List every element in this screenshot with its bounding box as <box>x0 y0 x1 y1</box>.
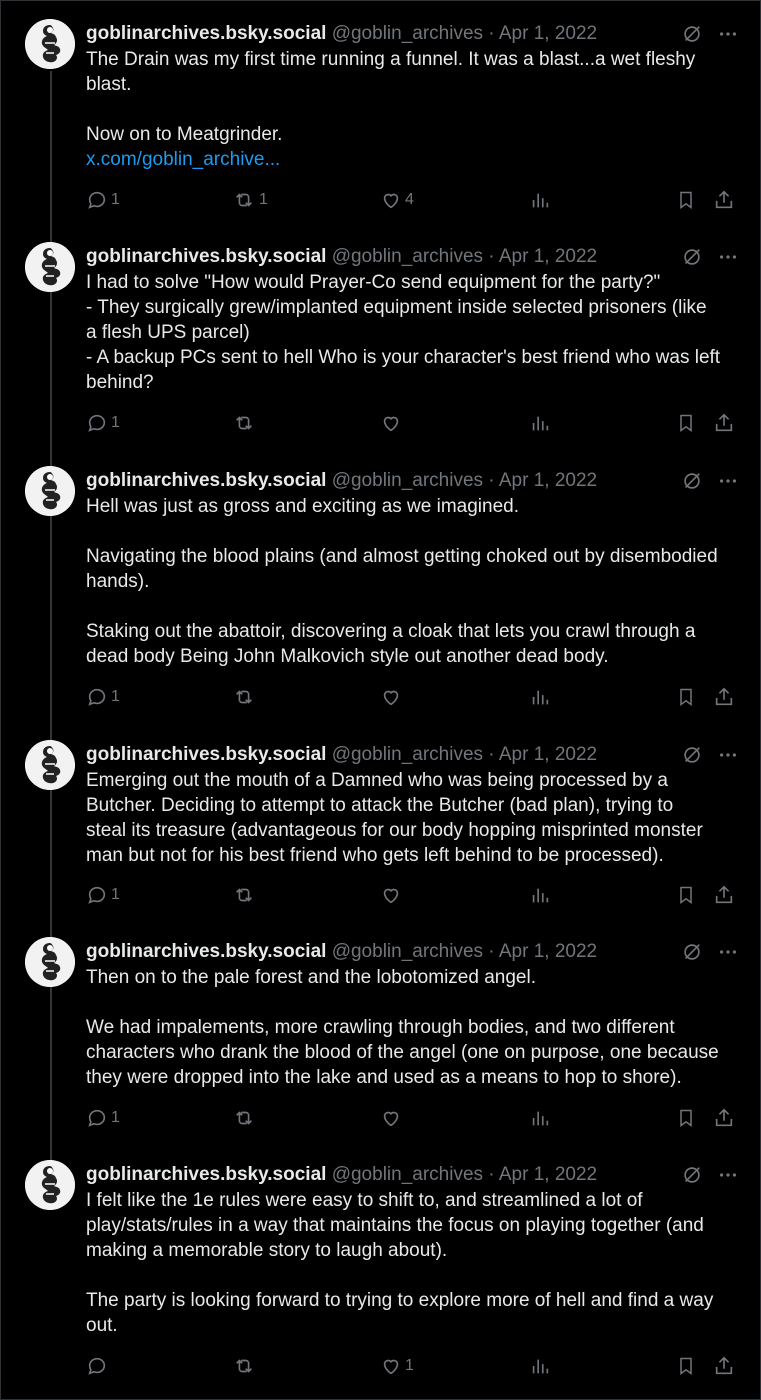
like-count: 4 <box>405 191 414 208</box>
bookmark-button[interactable] <box>676 1355 696 1377</box>
like-button[interactable] <box>380 1355 414 1377</box>
tweet-text-line: We had impalements, more crawling through bodies, and two different <box>86 1017 675 1038</box>
tweet-text-line: blast. <box>86 74 132 95</box>
share-icon <box>713 884 735 906</box>
views-button[interactable] <box>529 189 551 211</box>
tweet-text-line: hands). <box>86 571 150 592</box>
share-icon <box>713 686 735 708</box>
more-options-icon[interactable] <box>717 941 739 968</box>
more-options-icon[interactable] <box>717 744 739 771</box>
views-icon <box>529 1107 551 1129</box>
tweet-text-line: play/stats/rules in a way that maintains the focus on playing together (and <box>86 1215 704 1236</box>
like-icon <box>380 1107 402 1129</box>
header-icons <box>681 23 739 50</box>
author-handle[interactable]: @goblin_archives <box>326 246 484 267</box>
tweet-date[interactable]: Apr 1, 2022 <box>498 1164 598 1185</box>
share-icon <box>713 189 735 211</box>
tweet-text <box>86 494 739 669</box>
tweet-text-line: they were dropped into the lake and used as a means to hop to shore). <box>86 1067 682 1088</box>
retweet-button[interactable] <box>232 686 256 708</box>
tweet-header <box>86 939 741 965</box>
bookmark-button[interactable] <box>676 884 696 906</box>
tweet-text-line <box>86 97 739 122</box>
share-icon <box>713 412 735 434</box>
retweet-icon <box>232 189 256 211</box>
header-icons <box>681 744 739 771</box>
tweet-text-line: Hell was just as gross and exciting as we imagined. <box>86 496 519 517</box>
tweet-text-line: - They surgically grew/implanted equipment inside selected prisoners (like <box>86 297 707 318</box>
tweet-text-line <box>86 1263 739 1288</box>
tweet-text-line: Navigating the blood plains (and almost getting choked out by disembodied <box>86 546 718 567</box>
tweet-text-line: - A backup PCs sent to hell Who is your character's best friend who was left <box>86 347 721 368</box>
reply-count: 1 <box>111 886 120 903</box>
reply-icon <box>86 884 108 906</box>
grok-icon[interactable] <box>681 246 703 273</box>
header-icons <box>681 470 739 497</box>
tweet-link[interactable]: x.com/goblin_archive... <box>86 149 281 170</box>
like-button[interactable] <box>380 189 414 211</box>
bookmark-icon <box>676 686 696 708</box>
separator-dot: · <box>483 1164 499 1185</box>
more-options-icon[interactable] <box>717 470 739 497</box>
bookmark-icon <box>676 884 696 906</box>
tweet-text-line: man but not for his best friend who gets left behind to be processed). <box>86 845 664 866</box>
tweet-text <box>86 768 739 868</box>
tweet-text-line: I felt like the 1e rules were easy to shift to, and streamlined a lot of <box>86 1190 643 1211</box>
action-bar <box>86 412 741 438</box>
share-button[interactable] <box>713 189 735 211</box>
share-button[interactable] <box>713 1355 735 1377</box>
tweet-date[interactable]: Apr 1, 2022 <box>498 941 598 962</box>
tweet-date[interactable]: Apr 1, 2022 <box>498 470 598 491</box>
reply-icon <box>86 412 108 434</box>
reply-count: 1 <box>111 191 120 208</box>
bookmark-icon <box>676 189 696 211</box>
separator-dot: · <box>483 23 499 44</box>
bookmark-button[interactable] <box>676 686 696 708</box>
tweet-date[interactable]: Apr 1, 2022 <box>498 744 598 765</box>
views-button[interactable] <box>529 1355 551 1377</box>
like-button[interactable] <box>380 412 402 434</box>
action-bar <box>86 884 741 910</box>
tweet-text-line: I had to solve "How would Prayer-Co send equipment for the party?" <box>86 272 661 293</box>
like-icon <box>380 412 402 434</box>
avatar[interactable] <box>25 242 75 292</box>
tweet-text-line: Emerging out the mouth of a Damned who was being processed by a <box>86 770 668 791</box>
views-button[interactable] <box>529 412 551 434</box>
reply-button[interactable] <box>86 1355 108 1377</box>
reply-button[interactable] <box>86 884 120 906</box>
bookmark-button[interactable] <box>676 412 696 434</box>
views-icon <box>529 686 551 708</box>
separator-dot: · <box>483 744 499 765</box>
like-icon <box>380 1355 402 1377</box>
reply-button[interactable] <box>86 412 120 434</box>
tweet-header <box>86 742 741 768</box>
retweet-button[interactable] <box>232 1355 256 1377</box>
retweet-icon <box>232 686 256 708</box>
views-button[interactable] <box>529 1107 551 1129</box>
tweet-text-line <box>86 519 739 544</box>
share-icon <box>713 1355 735 1377</box>
separator-dot: · <box>483 941 499 962</box>
action-bar <box>86 686 741 712</box>
tweet-text <box>86 1188 739 1338</box>
tweet-text <box>86 965 739 1090</box>
tweet-text <box>86 47 739 172</box>
retweet-button[interactable] <box>232 884 256 906</box>
author-name[interactable]: goblinarchives.bsky.social <box>86 941 327 962</box>
author-name[interactable]: goblinarchives.bsky.social <box>86 744 327 765</box>
header-icons <box>681 941 739 968</box>
tweet-text <box>86 270 739 395</box>
action-bar <box>86 1107 741 1133</box>
reply-icon <box>86 1355 108 1377</box>
reply-count: 1 <box>111 688 120 705</box>
retweet-button[interactable] <box>232 189 268 211</box>
tweet-text-line <box>86 594 739 619</box>
views-icon <box>529 884 551 906</box>
tweet-text-line <box>86 990 739 1015</box>
tweet-date[interactable]: Apr 1, 2022 <box>498 246 598 267</box>
views-icon <box>529 412 551 434</box>
grok-icon[interactable] <box>681 23 703 50</box>
views-icon <box>529 189 551 211</box>
tweet-header <box>86 1162 741 1188</box>
tweet-text-line: Then on to the pale forest and the lobotomized angel. <box>86 967 536 988</box>
more-options-icon[interactable] <box>717 246 739 273</box>
share-button[interactable] <box>713 884 735 906</box>
action-bar <box>86 1355 741 1381</box>
tweet-header <box>86 21 741 47</box>
like-icon <box>380 686 402 708</box>
bookmark-icon <box>676 1107 696 1129</box>
tweet-text-line: steal its treasure (advantageous for our body hopping misprinted monster <box>86 820 703 841</box>
tweet-text-line: making a memorable story to laugh about). <box>86 1240 448 1261</box>
tweet-text-line: The Drain was my first time running a funnel. It was a blast...a wet fleshy <box>86 49 696 70</box>
tweet-text-line: out. <box>86 1315 118 1336</box>
avatar[interactable] <box>25 740 75 790</box>
author-name[interactable]: goblinarchives.bsky.social <box>86 1164 327 1185</box>
bookmark-button[interactable] <box>676 189 696 211</box>
grok-icon[interactable] <box>681 470 703 497</box>
avatar[interactable] <box>25 937 75 987</box>
views-button[interactable] <box>529 884 551 906</box>
thread-connector-line <box>50 71 52 1171</box>
views-icon <box>529 1355 551 1377</box>
share-button[interactable] <box>713 686 735 708</box>
reply-button[interactable] <box>86 1107 120 1129</box>
author-handle[interactable]: @goblin_archives <box>326 941 484 962</box>
bookmark-icon <box>676 412 696 434</box>
tweet-text-line: Staking out the abattoir, discovering a cloak that lets you crawl through a <box>86 621 696 642</box>
action-bar <box>86 189 741 215</box>
avatar[interactable] <box>25 1160 75 1210</box>
retweet-icon <box>232 1107 256 1129</box>
author-handle[interactable]: @goblin_archives <box>326 744 484 765</box>
reply-count: 1 <box>111 1109 120 1126</box>
bookmark-button[interactable] <box>676 1107 696 1129</box>
separator-dot: · <box>483 246 499 267</box>
tweet-text-line: The party is looking forward to trying to explore more of hell and find a way <box>86 1290 714 1311</box>
author-name[interactable]: goblinarchives.bsky.social <box>86 470 327 491</box>
grok-icon[interactable] <box>681 1164 703 1191</box>
like-button[interactable] <box>380 686 402 708</box>
bookmark-icon <box>676 1355 696 1377</box>
retweet-count: 1 <box>259 191 268 208</box>
tweet-text-line: Butcher. Deciding to attempt to attack the Butcher (bad plan), trying to <box>86 795 674 816</box>
tweet-text-line: behind? <box>86 372 154 393</box>
avatar[interactable] <box>25 19 75 69</box>
like-icon <box>380 189 402 211</box>
reply-button[interactable] <box>86 686 120 708</box>
reply-icon <box>86 189 108 211</box>
author-handle[interactable]: @goblin_archives <box>326 1164 484 1185</box>
grok-icon[interactable] <box>681 941 703 968</box>
retweet-icon <box>232 1355 256 1377</box>
tweet-text-line: dead body Being John Malkovich style out another dead body. <box>86 646 609 667</box>
share-button[interactable] <box>713 412 735 434</box>
reply-count: 1 <box>111 414 120 431</box>
tweet-text-line: Now on to Meatgrinder. <box>86 124 283 145</box>
author-name[interactable]: goblinarchives.bsky.social <box>86 23 327 44</box>
grok-icon[interactable] <box>681 744 703 771</box>
reply-button[interactable] <box>86 189 120 211</box>
tweet-text-line: a flesh UPS parcel) <box>86 322 250 343</box>
author-name[interactable]: goblinarchives.bsky.social <box>86 246 327 267</box>
like-icon <box>380 884 402 906</box>
tweet-date[interactable]: Apr 1, 2022 <box>498 23 598 44</box>
share-icon <box>713 1107 735 1129</box>
retweet-icon <box>232 884 256 906</box>
more-options-icon[interactable] <box>717 23 739 50</box>
reply-icon <box>86 1107 108 1129</box>
retweet-button[interactable] <box>232 1107 256 1129</box>
share-button[interactable] <box>713 1107 735 1129</box>
like-count: 1 <box>405 1357 414 1374</box>
like-button[interactable] <box>380 1107 402 1129</box>
retweet-button[interactable] <box>232 412 256 434</box>
avatar[interactable] <box>25 466 75 516</box>
author-handle[interactable]: @goblin_archives <box>326 23 484 44</box>
header-icons <box>681 1164 739 1191</box>
separator-dot: · <box>483 470 499 491</box>
tweet-header <box>86 244 741 270</box>
author-handle[interactable]: @goblin_archives <box>326 470 484 491</box>
more-options-icon[interactable] <box>717 1164 739 1191</box>
tweet-text-line: characters who drank the blood of the angel (one on purpose, one because <box>86 1042 719 1063</box>
retweet-icon <box>232 412 256 434</box>
tweet-header <box>86 468 741 494</box>
like-button[interactable] <box>380 884 402 906</box>
header-icons <box>681 246 739 273</box>
views-button[interactable] <box>529 686 551 708</box>
reply-icon <box>86 686 108 708</box>
